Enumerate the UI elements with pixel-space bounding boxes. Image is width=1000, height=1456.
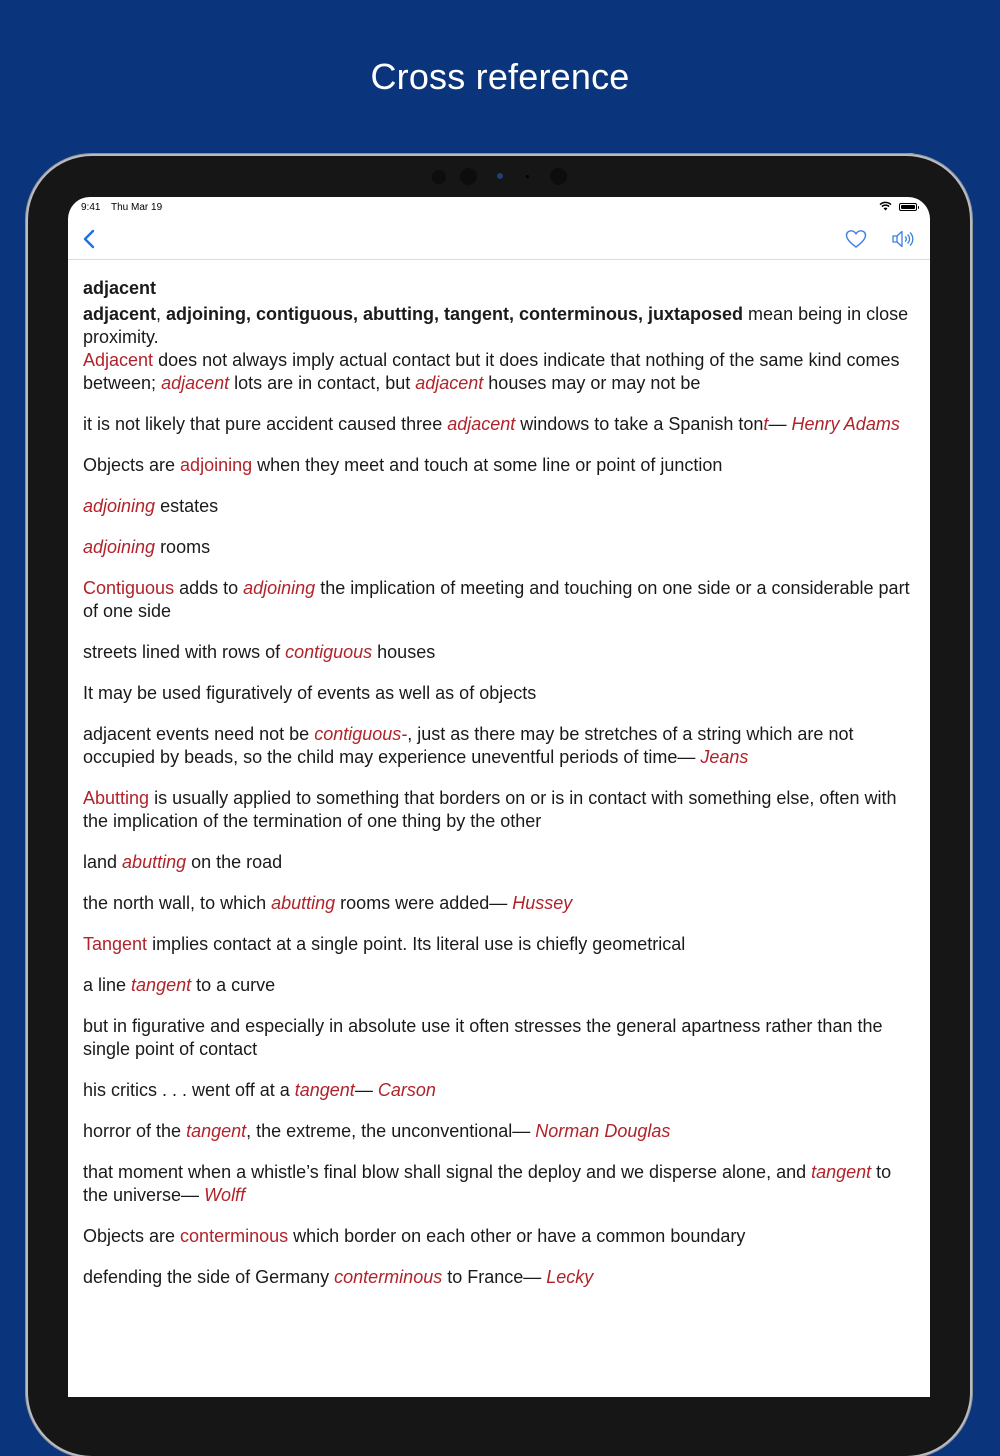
- entry-paragraph: [83, 641, 916, 664]
- cross-reference-link[interactable]: adjoining: [83, 496, 156, 516]
- chevron-left-icon: [76, 225, 104, 253]
- entry-paragraph: [83, 413, 916, 436]
- headword: adjacent: [83, 278, 157, 298]
- definition-text: It may be used figuratively of events as well as of objects: [83, 683, 537, 703]
- definition-text: Objects are: [83, 1226, 181, 1246]
- favorite-button[interactable]: [844, 227, 868, 251]
- definition-text: the north wall, to which: [83, 893, 272, 913]
- definition-text: to a curve: [191, 975, 276, 995]
- definition-text: horror of the: [83, 1121, 187, 1141]
- definition-text: houses: [372, 642, 436, 662]
- entry-paragraph: [83, 892, 916, 915]
- definition-text: that moment when a whistle’s final blow shall signal the deploy and we disperse alone, and: [83, 1162, 812, 1182]
- cross-reference-link[interactable]: tangent: [131, 975, 192, 995]
- sensor-icon: [550, 168, 567, 185]
- definition-text: estates: [155, 496, 219, 516]
- cross-reference-link[interactable]: abutting: [271, 893, 336, 913]
- definition-text: which border on each other or have a common boundary: [288, 1226, 746, 1246]
- entry-paragraph: [83, 851, 916, 874]
- entry-content: [83, 260, 916, 1289]
- status-bar: [68, 197, 930, 219]
- definition-text: houses may or may not be: [483, 373, 701, 393]
- definition-text: mean being in close proximity.: [83, 304, 909, 347]
- cross-reference-link[interactable]: t: [763, 414, 769, 434]
- definition-text: it is not likely that pure accident caused three: [83, 414, 448, 434]
- camera-icon: [497, 173, 503, 179]
- definition-text: ,: [156, 304, 167, 324]
- cross-reference-link[interactable]: Contiguous: [83, 578, 175, 598]
- definition-text: the implication of meeting and touching on one side or a considerable part of one side: [83, 578, 910, 621]
- definition-text: is usually applied to something that borders on or is in contact with something else, often with the implication of the termination of one thing by the other: [83, 788, 897, 831]
- cross-reference-link[interactable]: adjacent: [161, 373, 230, 393]
- cross-reference-link[interactable]: adjoining: [83, 537, 156, 557]
- definition-text: lots are in contact, but: [229, 373, 416, 393]
- definition-text: windows to take a Spanish ton: [515, 414, 764, 434]
- status-time: 9:41: [81, 202, 101, 213]
- speaker-icon: [890, 227, 916, 251]
- definition-text: when they meet and touch at some line or point of junction: [252, 455, 723, 475]
- cross-reference-link[interactable]: adjoining: [243, 578, 316, 598]
- definition-text: rooms: [155, 537, 211, 557]
- definition-text: —: [354, 1080, 378, 1100]
- definition-text: , just as there may be stretches of a string which are not occupied by beads, so the child may experience uneventful periods of time—: [83, 724, 854, 767]
- cross-reference-link[interactable]: contiguous: [285, 642, 373, 662]
- navigation-bar: [68, 219, 930, 260]
- entry-paragraph: [83, 1225, 916, 1248]
- cross-reference-link[interactable]: adjacent: [415, 373, 484, 393]
- synonym-term: adjacent: [83, 304, 157, 324]
- definition-text: does not always imply actual contact but it does indicate that nothing of the same kind comes between;: [83, 350, 900, 393]
- app-screen: [68, 197, 930, 1397]
- synonym-term: adjoining, contiguous, abutting, tangent, conterminous, juxtaposed: [166, 304, 744, 324]
- entry-paragraph: [83, 536, 916, 559]
- definition-text: to France—: [442, 1267, 547, 1287]
- entry-paragraph: [83, 682, 916, 705]
- entry-paragraph: [83, 933, 916, 956]
- back-button[interactable]: [76, 225, 104, 253]
- sensor-icon: [432, 170, 446, 184]
- definition-text: adds to: [174, 578, 244, 598]
- definition-text: a line: [83, 975, 132, 995]
- cross-reference-link[interactable]: Adjacent: [83, 350, 154, 370]
- entry-paragraph: [83, 723, 916, 769]
- battery-icon: [899, 203, 917, 211]
- cross-reference-link[interactable]: Lecky: [546, 1267, 594, 1287]
- cross-reference-link[interactable]: tangent: [186, 1121, 247, 1141]
- cross-reference-link[interactable]: Henry Adams: [791, 414, 900, 434]
- status-date: Thu Mar 19: [111, 202, 163, 213]
- heart-icon: [844, 227, 868, 251]
- entry-paragraph: [83, 1015, 916, 1061]
- definition-text: streets lined with rows of: [83, 642, 286, 662]
- sensor-icon: [460, 168, 477, 185]
- definition-text: his critics . . . went off at a: [83, 1080, 295, 1100]
- definition-text: implies contact at a single point. Its literal use is chiefly geometrical: [147, 934, 686, 954]
- entry-paragraph: [83, 303, 916, 349]
- cross-reference-link[interactable]: adjacent: [447, 414, 516, 434]
- wifi-icon: [879, 201, 892, 214]
- entry-paragraph: [83, 1266, 916, 1289]
- definition-text: rooms were added—: [335, 893, 513, 913]
- entry-paragraph: [83, 454, 916, 477]
- cross-reference-link[interactable]: Carson: [377, 1080, 436, 1100]
- entry-paragraph: [83, 1120, 916, 1143]
- cross-reference-link[interactable]: Jeans: [700, 747, 749, 767]
- cross-reference-link[interactable]: Tangent: [83, 934, 148, 954]
- entry-paragraph: [83, 349, 916, 395]
- cross-reference-link[interactable]: abutting: [122, 852, 187, 872]
- sensor-icon: [526, 175, 529, 178]
- cross-reference-link[interactable]: Hussey: [512, 893, 573, 913]
- cross-reference-link[interactable]: conterminous: [180, 1226, 289, 1246]
- definition-text: , the extreme, the unconventional—: [246, 1121, 536, 1141]
- banner-title: Cross reference: [370, 56, 630, 97]
- definition-text: to the universe—: [83, 1162, 892, 1205]
- definition-text: adjacent events need not be: [83, 724, 315, 744]
- entry-paragraphs: [83, 303, 916, 1289]
- definition-text: land: [83, 852, 123, 872]
- cross-reference-link[interactable]: adjoining: [180, 455, 253, 475]
- cross-reference-link[interactable]: Norman Douglas: [535, 1121, 671, 1141]
- entry-paragraph: [83, 787, 916, 833]
- entry-paragraph: [83, 1079, 916, 1102]
- cross-reference-link[interactable]: Wolff: [204, 1185, 246, 1205]
- definition-text: but in figurative and especially in absolute use it often stresses the general apartness rather than the single point of contact: [83, 1016, 883, 1059]
- entry-paragraph: [83, 495, 916, 518]
- definition-text: defending the side of Germany: [83, 1267, 335, 1287]
- definition-text: on the road: [186, 852, 283, 872]
- cross-reference-link[interactable]: tangent: [294, 1080, 355, 1100]
- definition-text: Objects are: [83, 455, 181, 475]
- cross-reference-link[interactable]: tangent: [811, 1162, 872, 1182]
- entry-paragraph: [83, 974, 916, 997]
- cross-reference-link[interactable]: contiguous-: [314, 724, 408, 744]
- definition-text: —: [768, 414, 792, 434]
- pronounce-button[interactable]: [890, 227, 916, 251]
- entry-paragraph: [83, 577, 916, 623]
- entry-paragraph: [83, 1161, 916, 1207]
- cross-reference-link[interactable]: conterminous: [334, 1267, 443, 1287]
- cross-reference-link[interactable]: Abutting: [83, 788, 150, 808]
